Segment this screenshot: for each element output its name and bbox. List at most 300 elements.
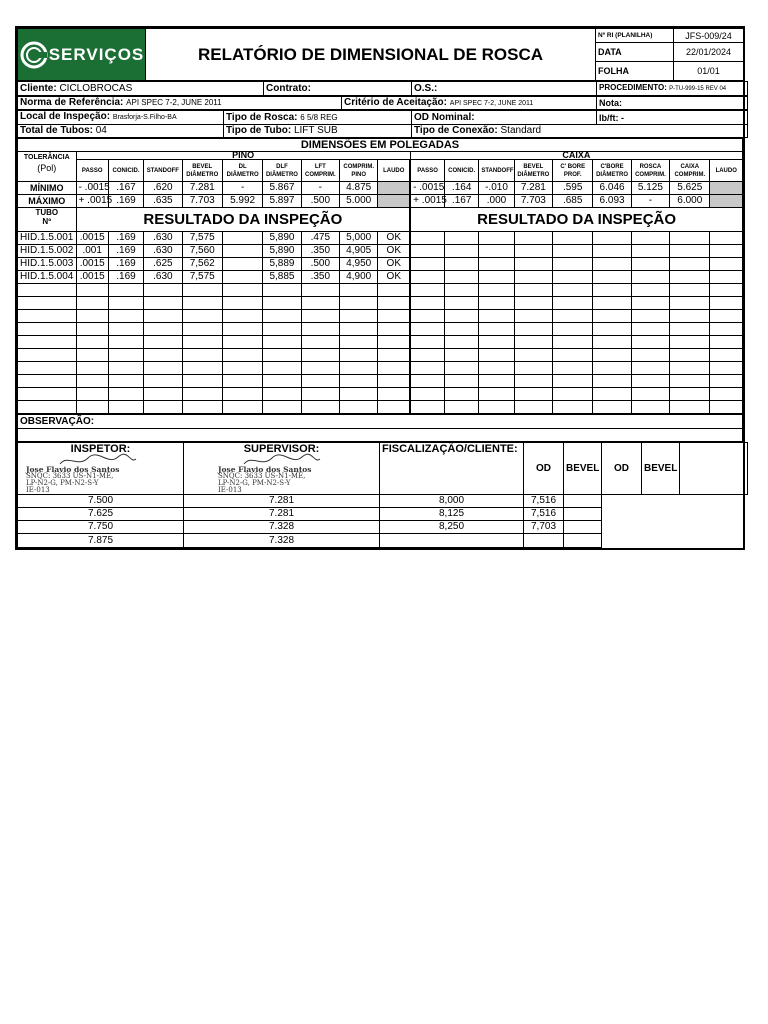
pino-result-empty: [144, 375, 182, 388]
bevel-value-left: 7.328: [184, 521, 380, 534]
pino-result-empty: [378, 284, 410, 297]
tubo-number-header: TUBO Nº: [18, 208, 77, 232]
caixa-result-empty: [410, 401, 444, 414]
caixa-result-empty: [479, 284, 514, 297]
caixa-result-empty: [553, 375, 593, 388]
result-row: [18, 336, 743, 349]
pino-result-empty: [222, 310, 262, 323]
od-value-left: 7.625: [18, 508, 184, 521]
tube-id: HID.1.5.002: [18, 245, 77, 258]
info-table-2: [17, 96, 748, 110]
caixa-result-empty: [410, 284, 444, 297]
od-value-right-empty: [380, 534, 524, 548]
caixa-result-empty: [631, 284, 669, 297]
caixa-col-header: C' BORE PROF.: [553, 160, 593, 182]
lbft-label: lb/ft: -: [597, 111, 748, 125]
bevel-header-left: BEVEL: [564, 443, 602, 495]
caixa-col-header: PASSO: [410, 160, 444, 182]
caixa-result-empty: [514, 310, 552, 323]
pino-result-empty: [340, 349, 378, 362]
caixa-result-empty: [479, 232, 514, 245]
pino-result-empty: [301, 362, 339, 375]
caixa-result-empty: [710, 362, 743, 375]
os-label: O.S.:: [412, 82, 597, 96]
caixa-tolerance-value: - .0015: [410, 182, 444, 195]
caixa-result-empty: [514, 297, 552, 310]
pino-result-empty: [263, 336, 301, 349]
norma-label: Norma de Referência:: [20, 97, 124, 108]
caixa-tolerance-value: .000: [479, 195, 514, 208]
caixa-result-empty: [410, 323, 444, 336]
tube-id-empty: [18, 297, 77, 310]
caixa-result-empty: [445, 232, 479, 245]
signature-table: [17, 442, 748, 548]
caixa-result-empty: [410, 310, 444, 323]
caixa-col-header: LAUDO: [710, 160, 743, 182]
tube-id: HID.1.5.001: [18, 232, 77, 245]
caixa-tolerance-value: 7.703: [514, 195, 552, 208]
caixa-result-empty: [410, 297, 444, 310]
caixa-tolerance-value: + .0015: [410, 195, 444, 208]
caixa-result-empty: [445, 336, 479, 349]
pino-result-empty: [222, 401, 262, 414]
pino-result-empty: [263, 323, 301, 336]
norma-cell: [18, 97, 342, 110]
pino-result-empty: [108, 375, 143, 388]
result-row: [18, 362, 743, 375]
pino-result-empty: [301, 284, 339, 297]
result-heading-right: RESULTADO DA INSPEÇÃO: [410, 208, 742, 232]
caixa-tolerance-value: 6.000: [670, 195, 710, 208]
od-header-right: OD: [602, 443, 642, 495]
pino-col-header: DLF DIÂMETRO: [263, 160, 301, 182]
report-sheet: [15, 26, 745, 550]
pino-result-value: .0015: [76, 232, 108, 245]
inspector-signer-cert2: LP-N2-G, PM-N2-S-Y: [26, 479, 99, 487]
pino-result-empty: [378, 349, 410, 362]
caixa-result-empty: [710, 284, 743, 297]
caixa-result-empty: [410, 336, 444, 349]
pino-result-empty: [340, 336, 378, 349]
result-row: [18, 271, 743, 284]
caixa-col-header: CONICID.: [445, 160, 479, 182]
sheet-value: 01/01: [674, 62, 744, 81]
caixa-result-empty: [553, 232, 593, 245]
caixa-result-empty: [710, 323, 743, 336]
pino-result-empty: [301, 323, 339, 336]
caixa-result-empty: [670, 310, 710, 323]
caixa-result-empty: [479, 271, 514, 284]
od-value-right: 8,000: [380, 495, 524, 508]
od-value-left: 7.875: [18, 534, 184, 548]
pino-result-empty: [301, 388, 339, 401]
pino-result-empty: [222, 323, 262, 336]
caixa-col-header: STANDOFF: [479, 160, 514, 182]
caixa-tolerance-value: .685: [553, 195, 593, 208]
caixa-result-empty: [410, 362, 444, 375]
caixa-tolerance-value: 5.625: [670, 182, 710, 195]
od-value-right: 8,125: [380, 508, 524, 521]
caixa-result-empty: [410, 245, 444, 258]
pino-result-empty: [222, 375, 262, 388]
caixa-result-empty: [479, 310, 514, 323]
pino-result-value: 5,890: [263, 245, 301, 258]
caixa-tolerance-value: [710, 195, 743, 208]
od-bevel-row: [18, 495, 748, 508]
caixa-result-empty: [593, 232, 631, 245]
od-value-right: 8,250: [380, 521, 524, 534]
result-heading-left: RESULTADO DA INSPEÇÃO: [76, 208, 410, 232]
caixa-result-empty: [479, 323, 514, 336]
pino-result-empty: [182, 323, 222, 336]
pino-result-empty: [76, 297, 108, 310]
caixa-result-empty: [553, 349, 593, 362]
pino-result-empty: [378, 297, 410, 310]
caixa-result-empty: [553, 245, 593, 258]
caixa-result-empty: [670, 232, 710, 245]
result-row: [18, 310, 743, 323]
tube-id: HID.1.5.004: [18, 271, 77, 284]
caixa-tolerance-value: [710, 182, 743, 195]
supervisor-signer-cert2: LP-N2-G, PM-N2-S-Y: [218, 479, 291, 487]
pino-result-empty: [263, 362, 301, 375]
caixa-result-empty: [593, 297, 631, 310]
procedure-label: PROCEDIMENTO:: [599, 83, 667, 92]
conexao-label: Tipo de Conexão:: [414, 125, 498, 136]
tolerancia-cell: [18, 152, 77, 182]
caixa-result-empty: [514, 401, 552, 414]
caixa-result-empty: [410, 349, 444, 362]
caixa-result-empty: [514, 271, 552, 284]
caixa-result-empty: [514, 349, 552, 362]
result-row: [18, 232, 743, 245]
observation-label: OBSERVAÇÃO:: [18, 415, 743, 429]
pino-result-value: .350: [301, 271, 339, 284]
logo-text: SERVIÇOS: [48, 44, 145, 64]
od-value-left: 7.500: [18, 495, 184, 508]
tube-id: HID.1.5.003: [18, 258, 77, 271]
nota-label: Nota:: [597, 97, 748, 110]
pino-result-empty: [340, 401, 378, 414]
caixa-result-empty: [593, 271, 631, 284]
od-value-left: 7.750: [18, 521, 184, 534]
local-value: Brasforja-S.Filho-BA: [112, 114, 177, 121]
pino-result-value: 7,575: [182, 232, 222, 245]
company-logo: [18, 29, 145, 80]
caixa-result-empty: [670, 245, 710, 258]
caixa-result-empty: [593, 284, 631, 297]
caixa-result-empty: [410, 375, 444, 388]
caixa-result-empty: [710, 336, 743, 349]
pino-result-empty: [182, 284, 222, 297]
pino-result-value: [222, 258, 262, 271]
caixa-result-empty: [514, 323, 552, 336]
caixa-tolerance-value: 6.093: [593, 195, 631, 208]
caixa-result-empty: [553, 388, 593, 401]
pino-result-value: 4,905: [340, 245, 378, 258]
bevel-header-right: BEVEL: [642, 443, 680, 495]
date-label: DATA: [596, 43, 674, 62]
caixa-result-empty: [593, 401, 631, 414]
pino-result-empty: [263, 401, 301, 414]
caixa-result-empty: [631, 297, 669, 310]
pino-result-empty: [108, 401, 143, 414]
pino-result-value: .475: [301, 232, 339, 245]
caixa-result-empty: [593, 258, 631, 271]
rosca-label: Tipo de Rosca:: [226, 111, 298, 123]
tolerancia-label: TOLERÂNCIA: [23, 154, 70, 161]
local-cell: [18, 111, 224, 125]
bevel-value-right: 7,516: [524, 508, 564, 521]
pino-result-empty: [144, 362, 182, 375]
caixa-result-empty: [631, 375, 669, 388]
pino-result-empty: [182, 349, 222, 362]
caixa-result-empty: [410, 232, 444, 245]
pino-result-value: .169: [108, 245, 143, 258]
bevel-value-left: 7.281: [184, 495, 380, 508]
total-cell: [18, 125, 224, 138]
caixa-result-empty: [514, 388, 552, 401]
total-value: 04: [95, 125, 107, 136]
caixa-tolerance-value: -: [631, 195, 669, 208]
pino-result-value: 5,885: [263, 271, 301, 284]
caixa-result-empty: [479, 349, 514, 362]
caixa-result-empty: [479, 336, 514, 349]
caixa-result-empty: [479, 362, 514, 375]
caixa-result-empty: [710, 375, 743, 388]
pino-result-empty: [301, 297, 339, 310]
inspector-signer-name: Jose Flavio dos Santos: [26, 465, 120, 474]
pino-result-empty: [108, 297, 143, 310]
caixa-result-empty: [670, 297, 710, 310]
rosca-value: 6 5/8 REG: [300, 112, 338, 122]
caixa-result-empty: [593, 349, 631, 362]
caixa-result-empty: [631, 388, 669, 401]
client-label: Cliente:: [20, 82, 57, 94]
pino-result-value: 4,950: [340, 258, 378, 271]
caixa-result-empty: [631, 232, 669, 245]
pino-col-header: BEVEL DIÂMETRO: [182, 160, 222, 182]
tube-id-empty: [18, 375, 77, 388]
pino-result-empty: [263, 375, 301, 388]
pino-result-value: .350: [301, 245, 339, 258]
pino-result-empty: [144, 323, 182, 336]
pino-result-empty: [108, 349, 143, 362]
tube-id-empty: [18, 349, 77, 362]
pino-result-value: .630: [144, 245, 182, 258]
ri-value: JFS-009/24: [674, 29, 744, 43]
bevel-value-left: 7.328: [184, 534, 380, 548]
pino-result-empty: [340, 388, 378, 401]
pino-result-empty: [182, 336, 222, 349]
pino-result-value: .169: [108, 232, 143, 245]
pino-result-empty: [76, 375, 108, 388]
caixa-result-empty: [553, 401, 593, 414]
caixa-result-empty: [593, 388, 631, 401]
supervisor-signer-name: Jose Flavio dos Santos: [218, 465, 312, 474]
caixa-result-empty: [410, 388, 444, 401]
pino-result-empty: [144, 284, 182, 297]
caixa-result-empty: [710, 232, 743, 245]
caixa-result-empty: [670, 401, 710, 414]
bevel-value-right: 7,516: [524, 495, 564, 508]
bevel-value-right: 7,703: [524, 521, 564, 534]
pino-result-empty: [340, 297, 378, 310]
pino-result-value: 7,562: [182, 258, 222, 271]
caixa-result-empty: [670, 284, 710, 297]
inspector-signature-scribble: [58, 454, 138, 468]
result-row: [18, 323, 743, 336]
pino-result-value: OK: [378, 271, 410, 284]
pino-result-value: OK: [378, 258, 410, 271]
pino-tolerance-value: .169: [108, 195, 143, 208]
pino-result-value: 5,889: [263, 258, 301, 271]
supervisor-signature-scribble: [242, 454, 322, 468]
caixa-result-empty: [479, 401, 514, 414]
caixa-result-empty: [553, 258, 593, 271]
pino-result-empty: [263, 297, 301, 310]
tube-id-empty: [18, 284, 77, 297]
pino-result-empty: [340, 375, 378, 388]
caixa-result-empty: [479, 388, 514, 401]
criterio-label: Critério de Aceitação:: [344, 97, 447, 108]
pino-result-value: [222, 232, 262, 245]
caixa-result-empty: [631, 336, 669, 349]
tubo-type-cell: [224, 125, 412, 138]
pino-result-value: 5,000: [340, 232, 378, 245]
caixa-result-empty: [631, 401, 669, 414]
pino-tolerance-value: .635: [144, 195, 182, 208]
pino-result-empty: [144, 297, 182, 310]
caixa-result-empty: [410, 271, 444, 284]
pino-result-empty: [378, 310, 410, 323]
pino-result-empty: [182, 310, 222, 323]
pino-result-value: .625: [144, 258, 182, 271]
pino-result-value: .630: [144, 232, 182, 245]
bevel-value-right-empty: [524, 534, 564, 548]
pino-result-empty: [76, 323, 108, 336]
caixa-result-empty: [670, 258, 710, 271]
caixa-result-empty: [553, 323, 593, 336]
caixa-result-empty: [514, 362, 552, 375]
pino-result-value: .500: [301, 258, 339, 271]
caixa-result-empty: [710, 401, 743, 414]
caixa-result-empty: [445, 375, 479, 388]
pino-result-empty: [301, 375, 339, 388]
od-extra-cell: [564, 508, 602, 521]
caixa-result-empty: [670, 362, 710, 375]
caixa-result-empty: [479, 375, 514, 388]
inspector-signer-cert1: SNQC: 3633 US-N1-ME,: [26, 472, 114, 480]
pino-result-value: .0015: [76, 258, 108, 271]
pino-result-empty: [263, 349, 301, 362]
pino-result-empty: [76, 388, 108, 401]
pino-result-empty: [182, 388, 222, 401]
caixa-col-header: CAIXA COMPRIM.: [670, 160, 710, 182]
caixa-result-empty: [670, 375, 710, 388]
norma-value: API SPEC 7-2, JUNE 2011: [126, 98, 222, 107]
caixa-result-empty: [631, 271, 669, 284]
caixa-result-empty: [710, 245, 743, 258]
tube-id-empty: [18, 336, 77, 349]
caixa-result-empty: [445, 258, 479, 271]
pino-result-empty: [108, 362, 143, 375]
caixa-result-empty: [710, 297, 743, 310]
fiscal-label: FISCALIZAÇÃO/CLIENTE:: [380, 443, 524, 495]
pino-result-value: 4,900: [340, 271, 378, 284]
od-bevel-row: [18, 521, 748, 534]
observation-table: [17, 414, 743, 442]
sheet-label: FOLHA: [596, 62, 674, 81]
pino-header: PINO: [76, 152, 410, 160]
caixa-result-empty: [445, 284, 479, 297]
criterio-cell: [342, 97, 597, 110]
supervisor-signer-cert1: SNQC: 3633 US-N1-ME,: [218, 472, 306, 480]
pino-result-empty: [378, 388, 410, 401]
caixa-result-empty: [445, 323, 479, 336]
caixa-tolerance-value: 6.046: [593, 182, 631, 195]
pino-col-header: STANDOFF: [144, 160, 182, 182]
report-title: RELATÓRIO DE DIMENSIONAL DE ROSCA: [146, 29, 596, 81]
info-table-3: [17, 110, 748, 138]
conexao-cell: [412, 125, 748, 138]
caixa-result-empty: [631, 258, 669, 271]
bevel-value-left: 7.281: [184, 508, 380, 521]
observation-line: [18, 429, 743, 442]
caixa-result-empty: [631, 362, 669, 375]
pino-result-value: .169: [108, 258, 143, 271]
pino-tolerance-value: -: [301, 182, 339, 195]
pino-tolerance-value: 7.703: [182, 195, 222, 208]
pino-result-value: OK: [378, 245, 410, 258]
pino-result-empty: [340, 284, 378, 297]
caixa-tolerance-value: -.010: [479, 182, 514, 195]
caixa-result-empty: [514, 245, 552, 258]
caixa-result-empty: [514, 284, 552, 297]
caixa-result-empty: [479, 297, 514, 310]
pino-tolerance-value: + .0015: [76, 195, 108, 208]
pino-col-header: PASSO: [76, 160, 108, 182]
logo-mark-icon: [19, 40, 49, 70]
caixa-tolerance-value: 7.281: [514, 182, 552, 195]
caixa-result-empty: [710, 258, 743, 271]
inspector-signature: [18, 456, 183, 494]
inspector-signer-cert3: IE-013: [26, 486, 50, 494]
pino-tolerance-value: 5.897: [263, 195, 301, 208]
pino-result-empty: [378, 401, 410, 414]
caixa-result-empty: [593, 336, 631, 349]
pino-tolerance-value: 5.867: [263, 182, 301, 195]
result-row: [18, 297, 743, 310]
result-row: [18, 388, 743, 401]
pino-result-empty: [108, 336, 143, 349]
pino-result-value: 7,560: [182, 245, 222, 258]
pino-result-empty: [182, 375, 222, 388]
caixa-result-empty: [553, 310, 593, 323]
pino-col-header: LFT COMPRIM.: [301, 160, 339, 182]
tube-id-empty: [18, 401, 77, 414]
pino-tolerance-value: -: [222, 182, 262, 195]
pino-result-empty: [222, 297, 262, 310]
caixa-result-empty: [593, 310, 631, 323]
logo-cell: [18, 29, 146, 81]
pino-result-empty: [76, 362, 108, 375]
pino-result-value: [222, 271, 262, 284]
pino-tolerance-value: [378, 182, 410, 195]
caixa-result-empty: [553, 336, 593, 349]
total-label: Total de Tubos:: [20, 125, 93, 136]
result-row: [18, 245, 743, 258]
